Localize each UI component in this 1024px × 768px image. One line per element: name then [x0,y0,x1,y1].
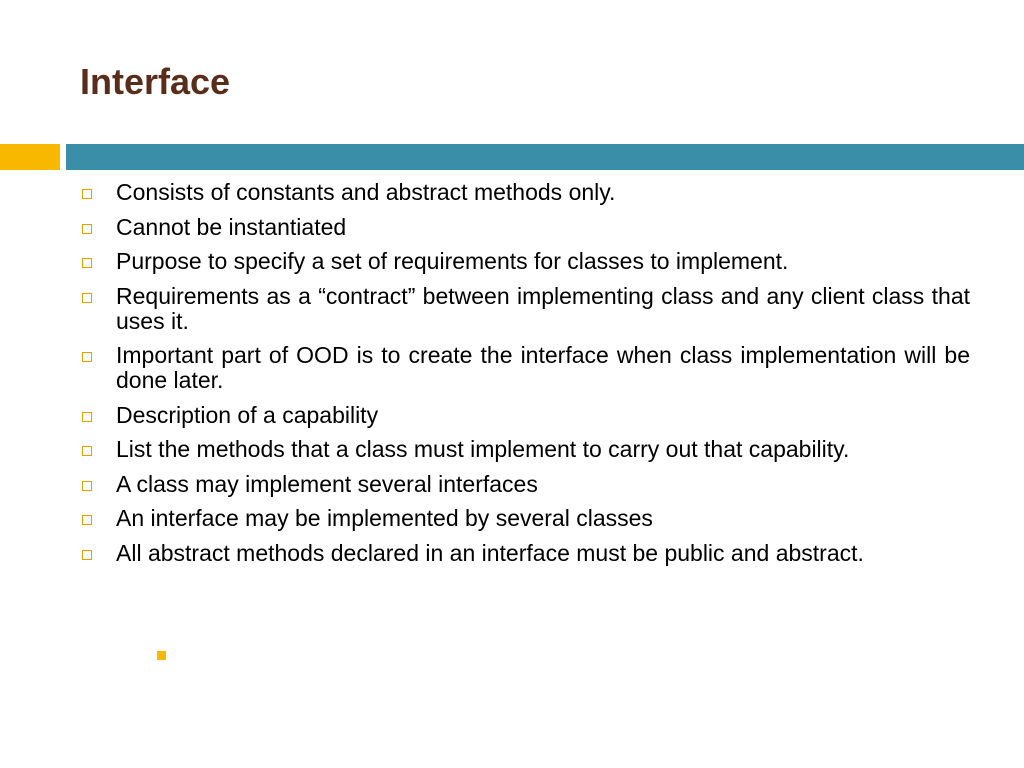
hollow-square-bullet-icon [82,189,92,199]
bullet-item [80,403,970,428]
hollow-square-bullet-icon [82,352,92,362]
bullet-item [80,284,970,334]
hollow-square-bullet-icon [82,224,92,234]
bullet-text: Description of a capability [116,401,379,428]
bullet-text: Consists of constants and abstract methods only. [116,179,616,205]
accent-bar [0,144,60,170]
bullet-text: All abstract methods declared in an interface must be public and abstract. [116,539,864,566]
hollow-square-bullet-icon [82,293,92,303]
bullet-item [80,506,970,531]
hollow-square-bullet-icon [82,258,92,268]
bullet-item [80,215,970,240]
hollow-square-bullet-icon [82,481,92,491]
hollow-square-bullet-icon [82,550,92,560]
bullet-text: A class may implement several interfaces [116,470,538,497]
bullet-item [80,437,970,462]
bullet-item [80,180,970,205]
bullet-item [80,343,970,393]
title-rule-bar [66,144,1024,170]
bullet-text: Purpose to specify a set of requirements for classes to implement. [116,248,789,274]
bullet-text: An interface may be implemented by several classes [116,505,653,531]
bullet-item [80,541,970,566]
hollow-square-bullet-icon [82,412,92,422]
bullet-text: Cannot be instantiated [116,213,347,240]
slide-title: Interface [80,61,231,102]
bullet-text: Important part of OOD is to create the interface when class implementation will be done later. [116,342,970,393]
hollow-square-bullet-icon [82,515,92,525]
hollow-square-bullet-icon [82,446,92,456]
bullet-text: Requirements as a “contract” between implementing class and any client class that uses it. [116,282,970,334]
bullet-list [80,180,970,575]
filled-square-bullet-icon [157,651,166,660]
bullet-item [80,249,970,274]
bullet-item [80,472,970,497]
bullet-text: List the methods that a class must implement to carry out that capability. [116,436,850,462]
